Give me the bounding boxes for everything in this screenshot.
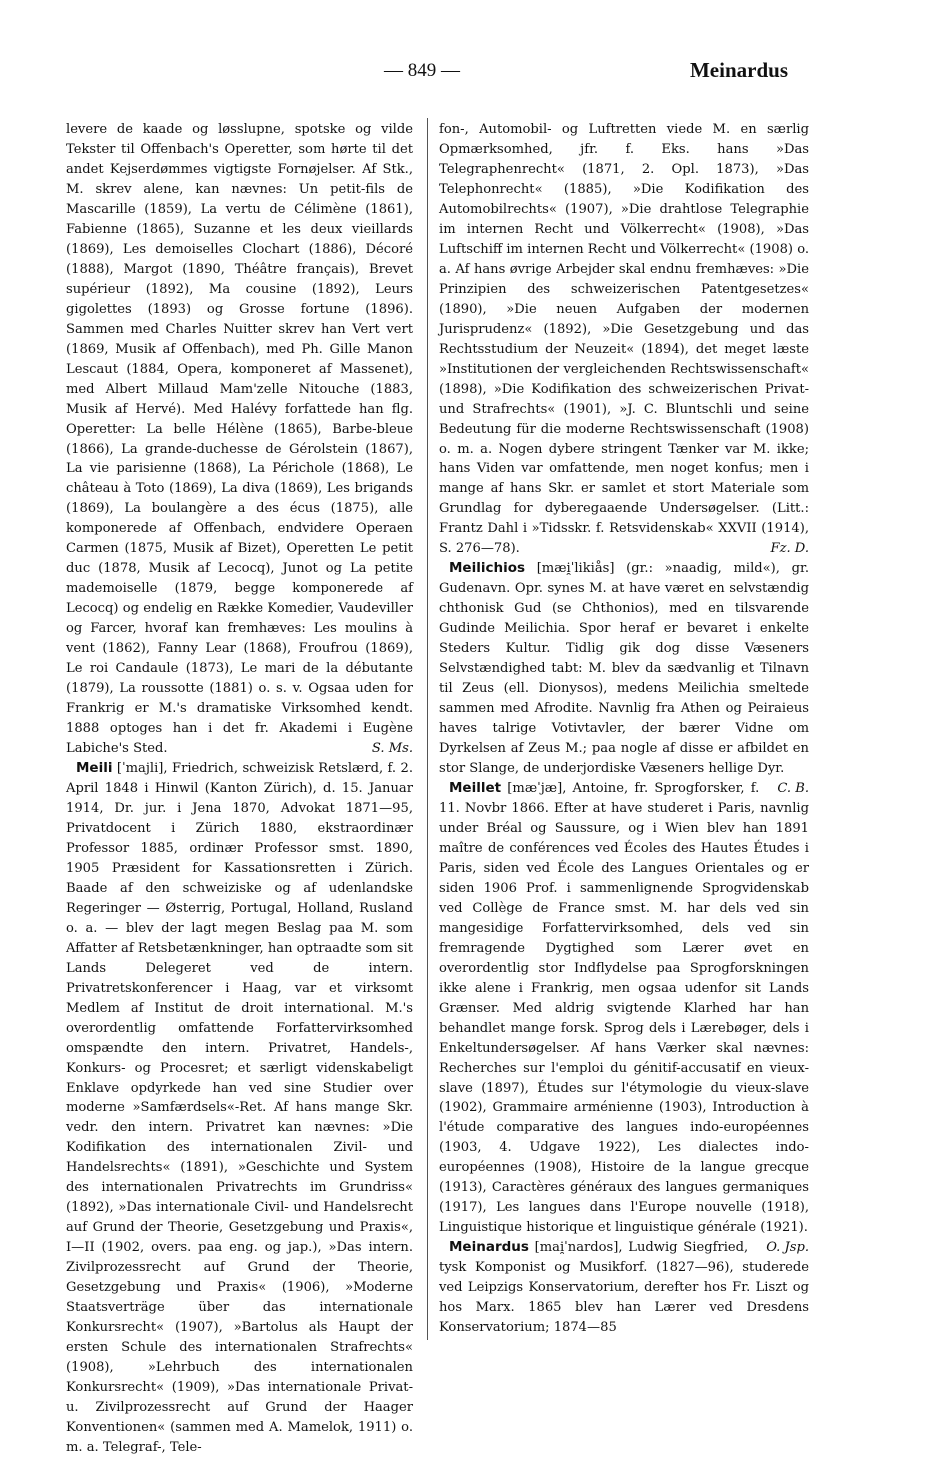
entry-headword: Meillet bbox=[449, 779, 502, 796]
author-signature: Fz. D. bbox=[770, 541, 809, 557]
entry-meili bbox=[66, 759, 413, 1458]
author-signature: C. B. bbox=[777, 780, 809, 796]
entry-headword: Meilichios bbox=[449, 560, 526, 577]
author-signature: S. Ms. bbox=[371, 741, 413, 757]
entry-text: [ˈmajli], Friedrich, schweizisk Retslærd, f. 2. April 1848 i Hinwil (Kanton Zürich), d. 15. Januar 1914, Dr. jur. i Jena 1870, Advokat 1871—95, Privatdocent i Zürich 1880, ekstraordinær Professor 1885, ordinær Professor smst. 1890, 1905 Præsident for Kassationsretten i Zürich. Baade af den schweiziske og af udenlandske Regeringer — Østerrig, Portugal, Holland, Rusland o. a. — blev der lagt megen Beslag paa M. som Affatter af Retsbetænkninger, han optraadte som sit Lands Delegeret ved de intern. Privatretskonferencer i Haag, var et virksomt Medlem af Institut de droit international. M.'s overordentlig omfattende Forfattervirksomhed omspændte den intern. Privatret, Handels-, Konkurs- og Procesret; et særligt videnskabeligt Enklave opdyrkede han ved sine Studier over moderne »Samfærdsels«-Ret. Af hans mange Skr. vedr. den intern. Privatret kan nævnes: »Die Kodifikation des internationalen Zivil- und Handelsrechts« (1891), »Geschichte und System des internationalen Privatrechts im Grundriss« (1892), »Das internationale Civil- und Handelsrecht auf Grund der Theorie, Gesetzgebung und Praxis«, I—II (1902, overs. paa eng. og jap.), »Das intern. Zivilprozessrecht auf Grund der Theorie, Gesetzgebung und Praxis« (1906), »Moderne Staatsverträge über das internationale Konkursrecht« (1907), »Bartolus als Haupt der ersten Schule des internationalen Strafrechts« (1908), »Lehrbuch des internationalen Konkursrecht« (1909), »Das internationale Privat- u. Zivilprozessrecht auf Grund der Haager Konventionen« (sammen med A. Mamelok, 1911) o. m. a. Telegraf-, Tele- bbox=[66, 761, 413, 1455]
entry-text: levere de kaade og løsslupne, spotske og vilde Tekster til Offenbach's Operetter, som hørte til det andet Kejserdømmes vigtigste Fornøjelser. Af Stk., M. skrev alene, kan nævnes: Un petit-fils de Mascarille (1859), La vertu de Célimène (1861), Fabienne (1865), Suzanne et les deux vieillards (1869), Les demoiselles Clochart (1886), Décoré (1888), Margot (1890, Théâtre français), Brevet supérieur (1892), Ma cousine (1892), Leurs gigolettes (1893) og Grosse fortune (1896). Sammen med Charles Nuitter skrev han Vert vert (1869, Musik af Offenbach), med Ph. Gille Manon Lescaut (1884, Opera, komponeret af Massenet), med Albert Millaud Mam'zelle Nitouche (1883, Musik af Hervé). Med Halévy forfattede han flg. Operetter: La belle Hélène (1865), Barbe-bleue (1866), La grande-duchesse de Gérolstein (1867), La vie parisienne (1868), La Périchole (1868), Le château à Toto (1869), La diva (1869), Les brigands (1869), La boulangère a des écus (1875), alle komponerede af Offenbach, endvidere Operaen Carmen (1875, Musik af Bizet), Operetten Le petit duc (1878, Musik af Lecocq), Junot og La petite mademoiselle (1879, begge komponerede af Lecocq) og endelig en Række Komedier, Vaudeviller og Farcer, hvoraf kan fremhæves: Les moulins à vent (1862), Fanny Lear (1868), Froufrou (1869), Le roi Candaule (1873), Le mari de la débutante (1879), La roussotte (1881) o. s. v. Ogsaa uden for Frankrig er M.'s dramatiske Virksomhed kendt. 1888 optoges han i det fr. Akademi i Eugène Labiche's Sted. bbox=[66, 122, 413, 757]
right-column bbox=[439, 120, 809, 1338]
page-number: — 849 — bbox=[384, 60, 460, 81]
column-divider bbox=[427, 118, 428, 1340]
left-column bbox=[66, 120, 413, 1458]
entry-continuation bbox=[439, 120, 809, 559]
entry-continuation bbox=[66, 120, 413, 759]
entry-text: [mæˈjæ], Antoine, fr. Sprogforsker, f. 11. Novbr 1866. Efter at have studeret i Paris, navnlig under Bréal og Saussure, og i Wien blev han 1891 maître de conférences ved Écoles des Hautes Études i Paris, siden ved École des Langues Orientales og er siden 1906 Prof. i sammenlignende Sprogvidenskab ved Collège de France smst. M. har dels ved sin mangesidige Forfattervirksomhed, dels ved sin fremragende Dygtighed som Lærer øvet en overordentlig stor Indflydelse paa Sprogforskningen ikke alene i Frankrig, men ogsaa udenfor sit Lands Grænser. Med aldrig svigtende Klarhed har han behandlet mange forsk. Sprog dels i Lærebøger, dels i Enkeltundersøgelser. Af hans Værker skal nævnes: Recherches sur l'emploi du génitif-accusatif en vieux-slave (1897), Études sur l'étymologie du vieux-slave (1902), Grammaire arménienne (1903), Introduction à l'étude comparative des langues indo-européennes (1903, 4. Udgave 1922), Les dialectes indo-européennes (1908), Histoire de la langue grecque (1913), Caractères généraux des langues germaniques (1917), Les langues dans l'Europe nouvelle (1918), Linguistique historique et linguistique générale (1921). bbox=[439, 780, 809, 1236]
entry-headword: Meinardus bbox=[449, 1239, 529, 1256]
entry-headword: Meili bbox=[76, 760, 113, 776]
author-signature: O. Jsp. bbox=[766, 1240, 809, 1256]
running-head: Meinardus bbox=[689, 58, 788, 82]
page-header bbox=[0, 58, 928, 90]
entry-text: fon-, Automobil- og Luftretten viede M. en særlig Opmærksomhed, jfr. f. Eks. hans »Das Telegraphenrecht« (1871, 2. Opl. 1873), »Das Telephonrecht« (1885), »Die Kodifikation des Automobilrechts« (1907), »Die drahtlose Telegraphie im internen Recht und Völkerrecht« (1908), »Das Luftschiff im internen Recht und Völkerrecht« (1908) o. a. Af hans øvrige Arbejder skal endnu fremhæves: »Die Prinzipien des schweizerischen Patentgesetzes« (1890), »Die neuen Aufgaben der modernen Jurisprudenz« (1892), »Die Gesetzgebung und das Rechtsstudium der Neuzeit« (1894), det meget læste »Institutionen der vergleichenden Rechtswissenschaft« (1898), »Die Kodifikation des schweizerischen Privat- und Strafrechts« (1901), »J. C. Bluntschli und seine Bedeutung für die moderne Rechtswissenschaft (1908) o. m. a. Nogen dybere stringent Tænker var M. ikke; hans Viden var omfattende, men noget konfus; men i mange af hans Skr. er samlet et stort Materiale som Grundlag for dyberegaaende Undersøgelser. (Litt.: Frantz Dahl i »Tidsskr. f. Retsvidenskab« XXVII (1914), S. 276—78). bbox=[439, 122, 810, 557]
entry-text: [mæi̯ˈlikiås] (gr.: »naadig, mild«), gr. Gudenavn. Opr. synes M. at have været en selvstændig chthonisk Gud (se Chthonios), med en tilsvarende Gudinde Meilichia. Spor heraf er bevaret i enkelte Steders Kultur. Tidlig gik dog disse Væseners Selvstændighed tabt: M. blev da sædvanlig et Tilnavn til Zeus (ell. Dionysos), medens Meilichia smeltede sammen med Afrodite. Navnlig fra Athen og Peiraieus haves talrige Votivtavler, der bærer Vidne om Dyrkelsen af Zeus M.; paa nogle af disse er afbildet en stor Slange, de underjordiske Væseners hellige Dyr. bbox=[439, 561, 809, 776]
entry-text: [mai̯ˈnardos], Ludwig Siegfried, tysk Komponist og Musikforf. (1827—96), studerede ved Leipzigs Konservatorium, derefter hos Fr. Liszt og hos Marx. 1865 blev han Lærer ved Dresdens Konservatorium; 1874—85 bbox=[439, 1240, 809, 1336]
